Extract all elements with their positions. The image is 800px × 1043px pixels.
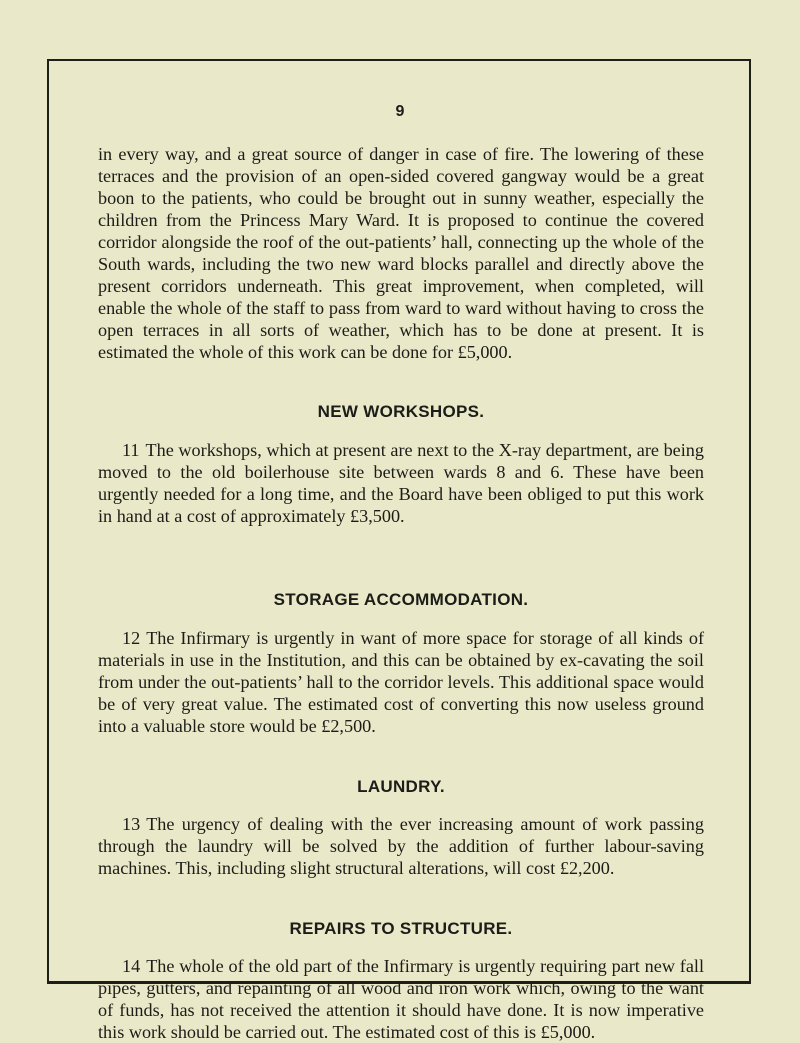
page-number: 9 xyxy=(395,103,405,120)
section-paragraph-14 xyxy=(98,955,704,1043)
paragraph-text: The workshops, which at present are next to the X-ray department, are being moved to the old boilerhouse site between wards 8 and 6. These have been urgently needed for a long time, and the Board have been obliged to put this work in hand at a cost of approximately £3,500. xyxy=(98,440,704,526)
section-heading-laundry: LAUNDRY. xyxy=(357,777,445,796)
paragraph-number: 13 xyxy=(122,814,141,834)
document-body xyxy=(98,143,704,1043)
section-paragraph-12 xyxy=(98,627,704,737)
section-heading-storage-accommodation: STORAGE ACCOMMODATION. xyxy=(273,590,529,609)
section-heading-repairs-to-structure: REPAIRS TO STRUCTURE. xyxy=(289,919,513,938)
section-paragraph-13 xyxy=(98,813,704,879)
paragraph-text: The whole of the old part of the Infirmary is urgently requiring part new fall pipes, gutters, and repainting of all wood and iron work which, owing to the want of funds, has not received the attention it should have done. It is now imperative this work should be carried out. The estimated cost of this is £5,000. xyxy=(98,956,704,1042)
paragraph-text: The Infirmary is urgently in want of more space for storage of all kinds of materials in use in the Institution, and this can be obtained by ex-cavating the soil from under the out-patients’ hall to the corridor levels. This additional space would be of very great value. The estimated cost of converting this now useless ground into a valuable store would be £2,500. xyxy=(98,628,704,736)
paragraph-text: The urgency of dealing with the ever increasing amount of work passing through the laundry will be solved by the addition of further labour-saving machines. This, including slight structural alterations, will cost £2,200. xyxy=(98,814,704,878)
section-paragraph-11 xyxy=(98,439,704,527)
paragraph-number: 14 xyxy=(122,956,141,976)
paragraph-number: 11 xyxy=(122,440,140,460)
paragraph-number: 12 xyxy=(122,628,141,648)
section-heading-new-workshops: NEW WORKSHOPS. xyxy=(317,402,485,421)
intro-paragraph: in every way, and a great source of danger in case of fire. The lowering of these terraces and the provision of an open-sided covered gangway would be a great boon to the patients, who could be brought out in sunny weather, especially the children from the Princess Mary Ward. It is proposed to continue the covered corridor alongside the roof of the out-patients’ hall, connecting up the whole of the South wards, including the two new ward blocks parallel and directly above the present corridors underneath. This great improvement, when completed, will enable the whole of the staff to pass from ward to ward without having to cross the open terraces in all sorts of weather, which has to be done at present. It is estimated the whole of this work can be done for £5,000. xyxy=(98,144,704,362)
